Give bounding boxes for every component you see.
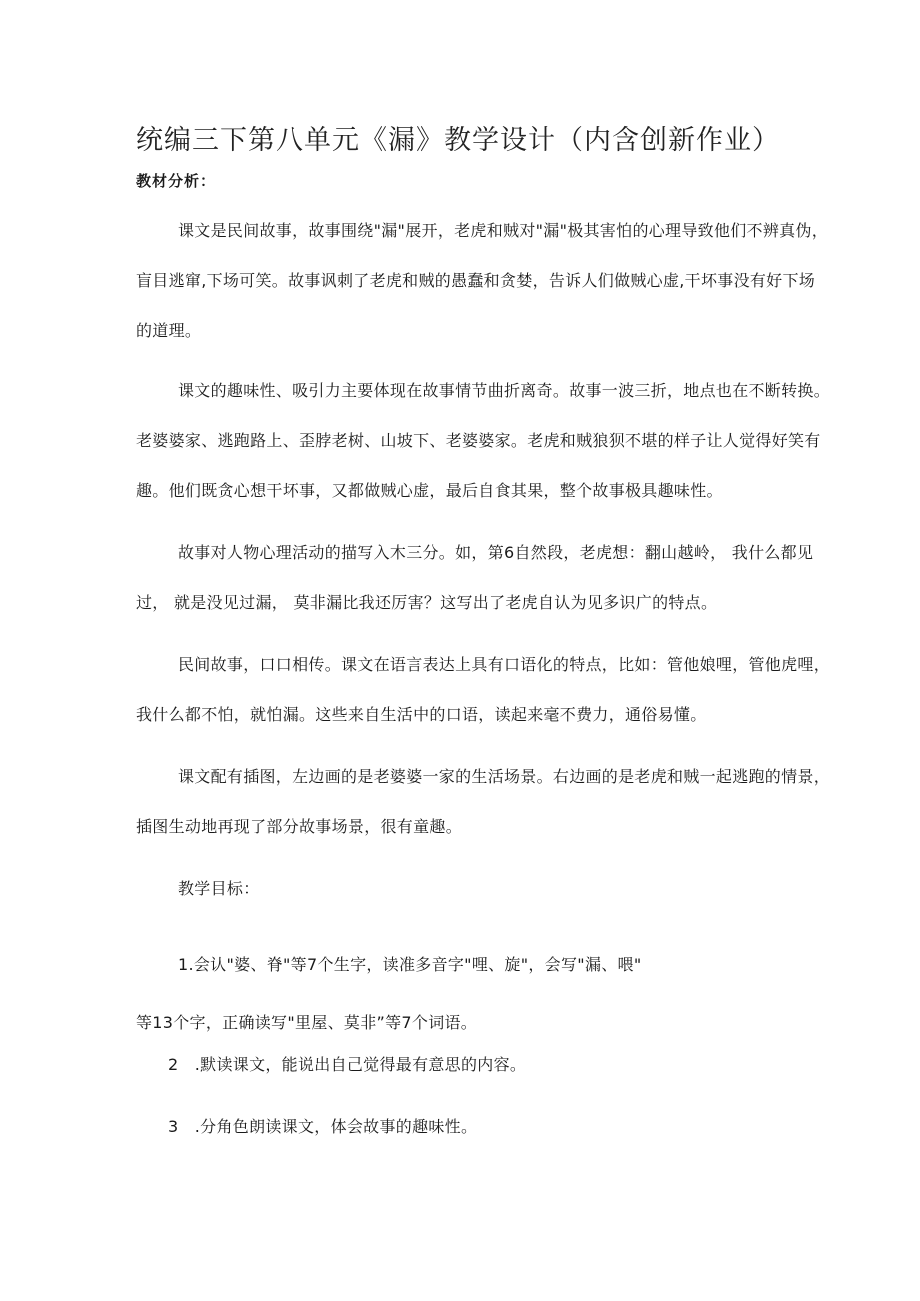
goal-1-line-2: 等13个字，正确读写"里屋、莫非”等7个词语。 bbox=[136, 1013, 478, 1032]
paragraph-2-line-2: 老婆婆家、逃跑路上、歪脖老树、山坡下、老婆婆家。老虎和贼狼狈不堪的样子让人觉得好笑有 bbox=[136, 431, 821, 450]
teaching-goals-heading: 教学目标： bbox=[178, 879, 260, 898]
paragraph-1-line-3: 的道理。 bbox=[136, 321, 202, 340]
paragraph-4-line-2: 我什么都不怕，就怕漏。这些来自生活中的口语，读起来毫不费力，通俗易懂。 bbox=[136, 705, 707, 724]
paragraph-4-line-1: 民间故事，口口相传。课文在语言表达上具有口语化的特点，比如：管他娘哩，管他虎哩， bbox=[178, 655, 831, 674]
goal-1-line-1: 1.会认"婆、脊"等7个生字，读准多音字"哩、旋"，会写"漏、喂" bbox=[178, 955, 642, 974]
paragraph-5-line-2: 插图生动地再现了部分故事场景，很有童趣。 bbox=[136, 817, 463, 836]
paragraph-2-line-3: 趣。他们既贪心想干坏事，又都做贼心虚，最后自食其果，整个故事极具趣味性。 bbox=[136, 481, 723, 500]
paragraph-1-line-2: 盲目逃窜,下场可笑。故事讽刺了老虎和贼的愚蠢和贪婪，告诉人们做贼心虚,干坏事没有好下场 bbox=[136, 271, 816, 290]
goal-3: 3 .分角色朗读课文，体会故事的趣味性。 bbox=[168, 1117, 478, 1136]
paragraph-3-line-1: 故事对人物心理活动的描写入木三分。如，第6自然段，老虎想：翻山越岭， 我什么都见 bbox=[178, 543, 814, 562]
paragraph-1-line-1: 课文是民间故事，故事围绕"漏"展开，老虎和贼对"漏"极其害怕的心理导致他们不辨真伪， bbox=[178, 221, 829, 240]
paragraph-2-line-1: 课文的趣味性、吸引力主要体现在故事情节曲折离奇。故事一波三折，地点也在不断转换。 bbox=[178, 381, 831, 400]
section-heading-material-analysis: 教材分析： bbox=[136, 172, 217, 190]
paragraph-3-line-2: 过， 就是没见过漏， 莫非漏比我还厉害？这写出了老虎自认为见多识广的特点。 bbox=[136, 593, 718, 612]
document-title: 统编三下第八单元《漏》教学设计（内含创新作业） bbox=[136, 125, 780, 156]
paragraph-5-line-1: 课文配有插图，左边画的是老婆婆一家的生活场景。右边画的是老虎和贼一起逃跑的情景， bbox=[178, 767, 831, 786]
goal-2: 2 .默读课文，能说出自己觉得最有意思的内容。 bbox=[168, 1055, 527, 1074]
